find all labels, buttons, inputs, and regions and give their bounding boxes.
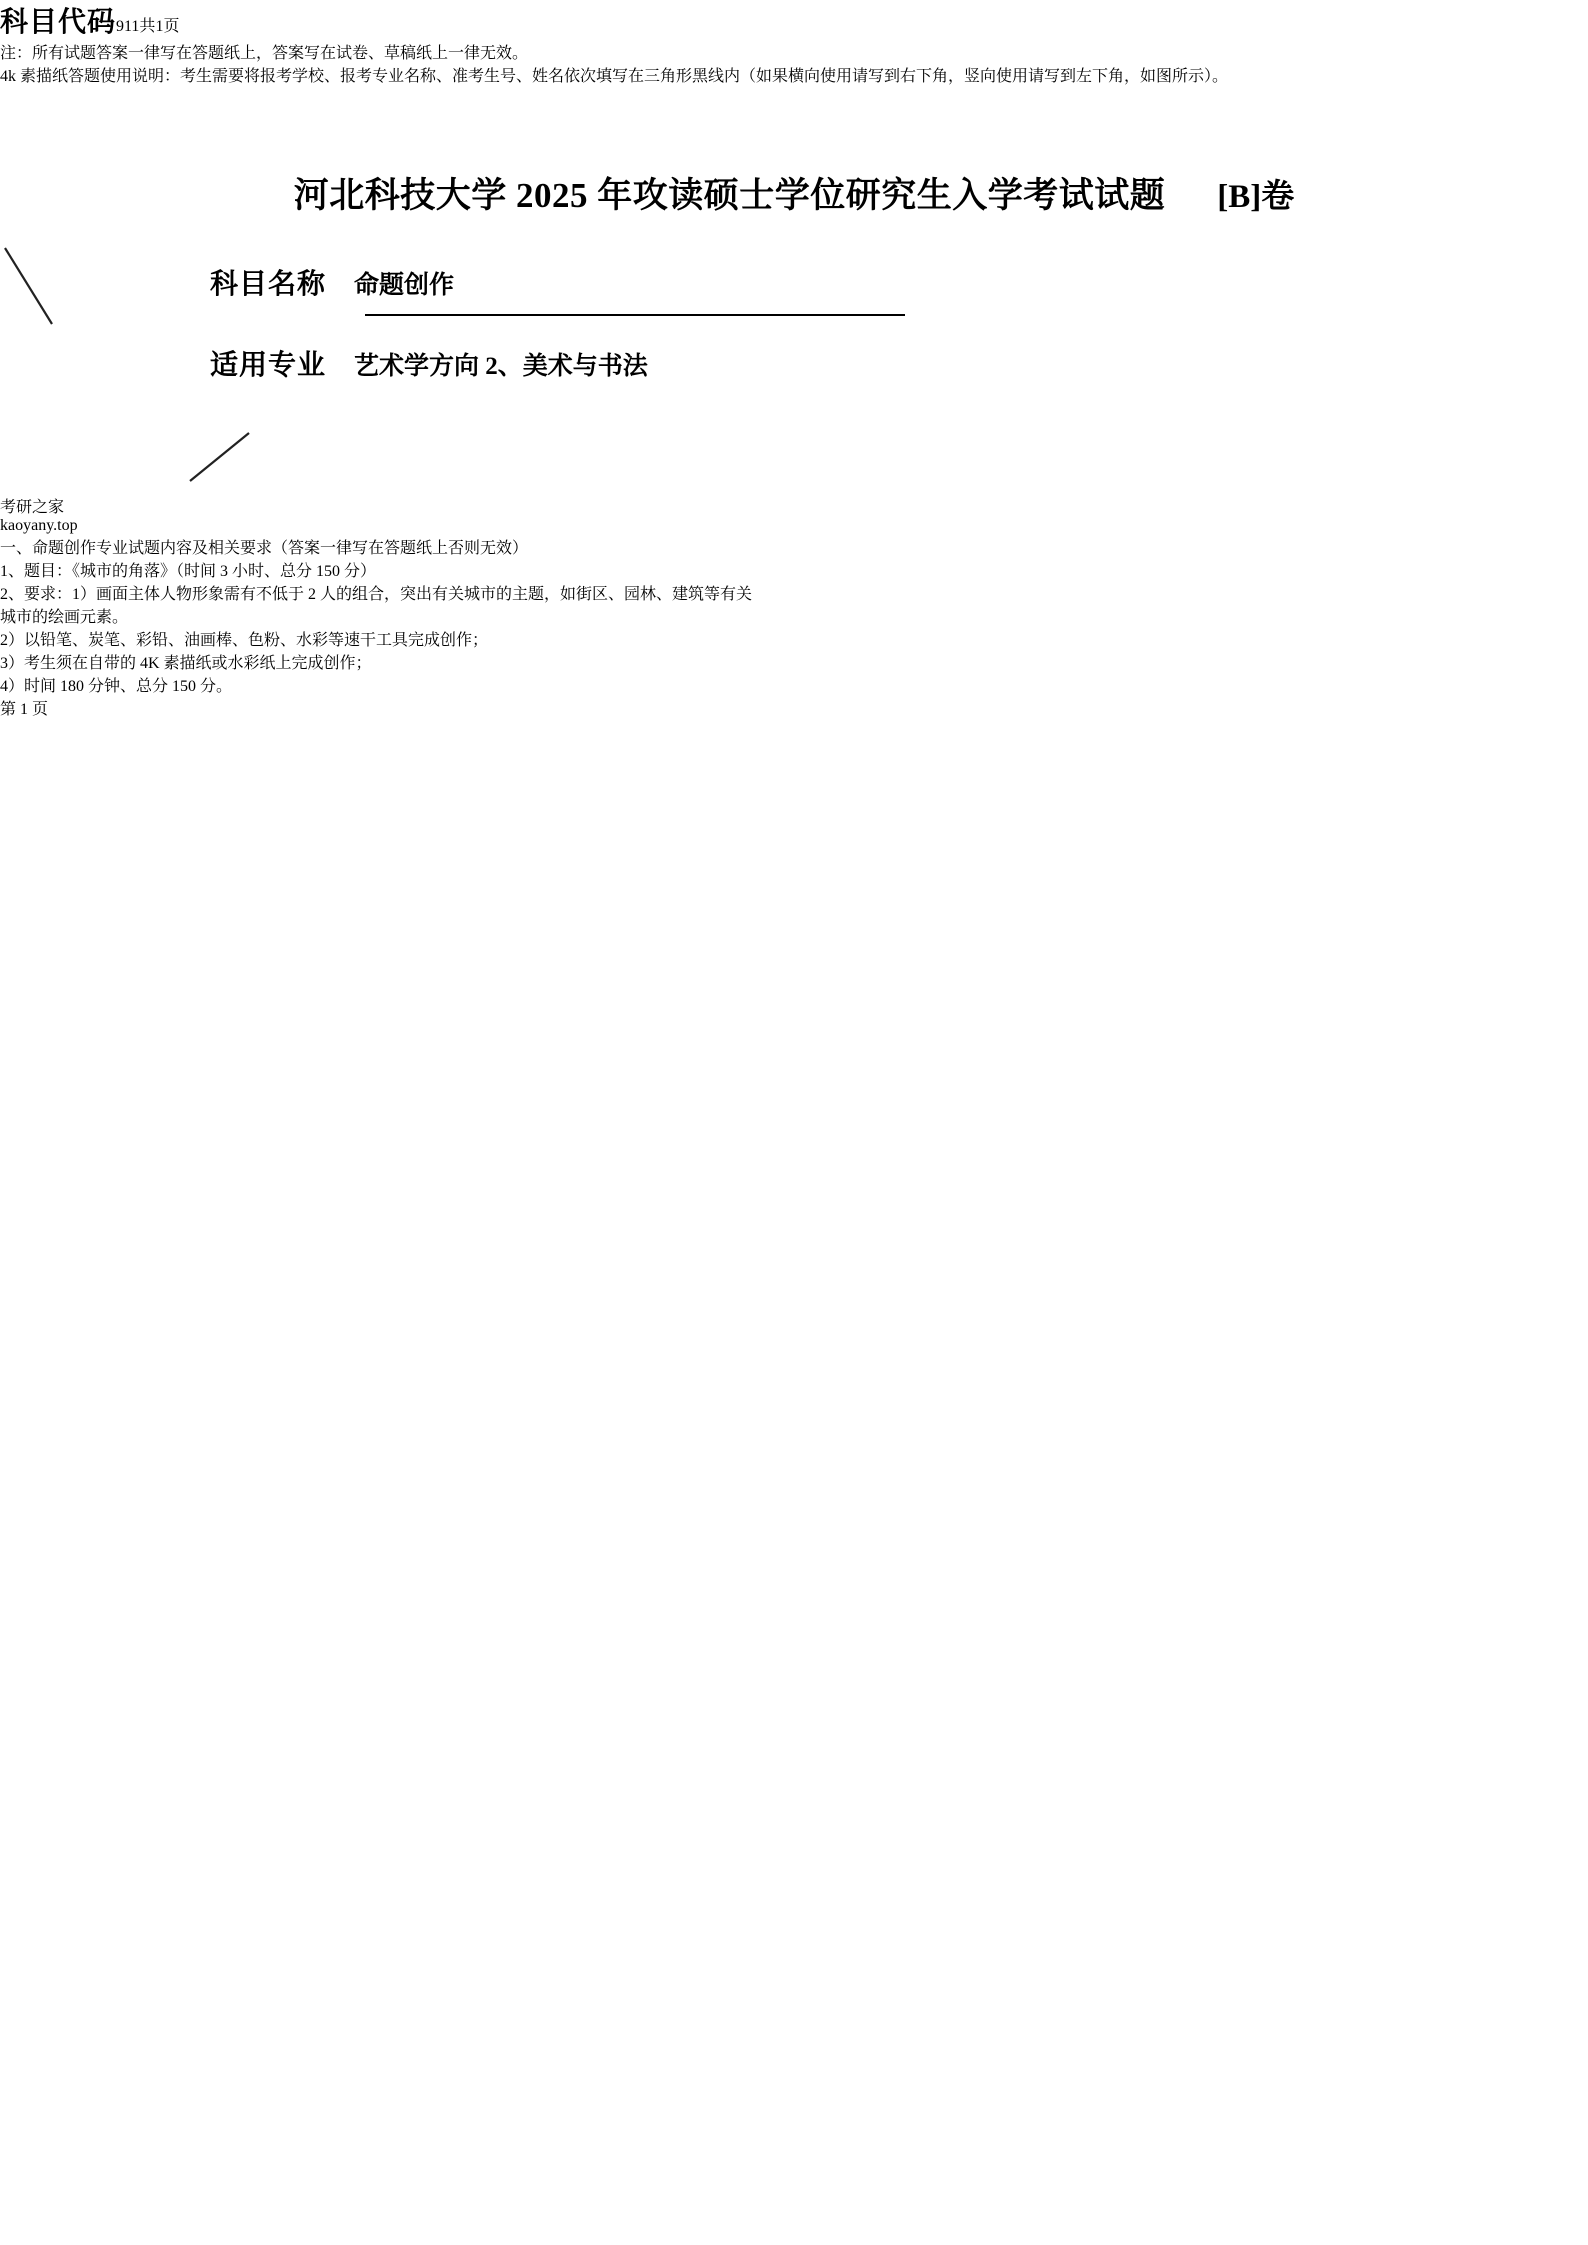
page-title	[0, 168, 1588, 218]
watermark-url-text: kaoyany.top	[0, 517, 78, 534]
instruction-text: 4k 素描纸答题使用说明：考生需要将报考学校、报考专业名称、准考生号、姓名依次填写在三角形黑线内（如果横向使用请写到右下角，竖向使用请写到左下角，如图所示）。	[0, 68, 1229, 85]
requirement-item-4: 4）时间 180 分钟、总分 150 分。	[0, 678, 233, 695]
total-pages-label: 共	[139, 18, 156, 35]
question-2-line-2: 城市的绘画元素。	[0, 609, 129, 626]
page-footer: 第 1 页	[0, 701, 49, 718]
question-2-line-1: 2、要求：1）画面主体人物形象需有不低于 2 人的组合，突出有关城市的主题，如街区、园林、建筑等有关	[0, 586, 753, 603]
code-and-pages-group	[0, 0, 1588, 40]
total-pages-unit: 页	[163, 18, 180, 35]
major-row	[210, 343, 648, 389]
watermark	[0, 494, 1588, 535]
question-1: 1、题目：《城市的角落》（时间 3 小时、总分 150 分）	[0, 563, 377, 580]
major-label: 适用专业	[210, 350, 327, 381]
subject-row	[210, 262, 454, 308]
requirement-item-3: 3）考生须在自带的 4K 素描纸或水彩纸上完成创作；	[0, 655, 372, 672]
subject-label: 科目名称	[210, 269, 327, 300]
subject-underline	[365, 314, 905, 316]
section-heading: 一、命题创作专业试题内容及相关要求（答案一律写在答题纸上否则无效）	[0, 540, 529, 557]
answer-sheet-note: 注：所有试题答案一律写在答题纸上，答案写在试卷、草稿纸上一律无效。	[0, 45, 529, 62]
paper-volume-badge: [B]卷	[1217, 179, 1295, 215]
subject-code-label: 科目代码	[0, 7, 117, 38]
requirement-item-2: 2）以铅笔、炭笔、彩铅、油画棒、色粉、水彩等速干工具完成创作；	[0, 632, 489, 649]
total-pages-value: 1	[155, 18, 164, 35]
major-value: 艺术学方向 2、美术与书法	[354, 353, 648, 380]
page-title-text: 河北科技大学 2025 年攻读硕士学位研究生入学考试试题	[293, 176, 1166, 215]
subject-value: 命题创作	[354, 272, 455, 299]
subject-code-value: 911	[116, 18, 140, 35]
watermark-chinese-text: 考研之家	[0, 499, 65, 516]
